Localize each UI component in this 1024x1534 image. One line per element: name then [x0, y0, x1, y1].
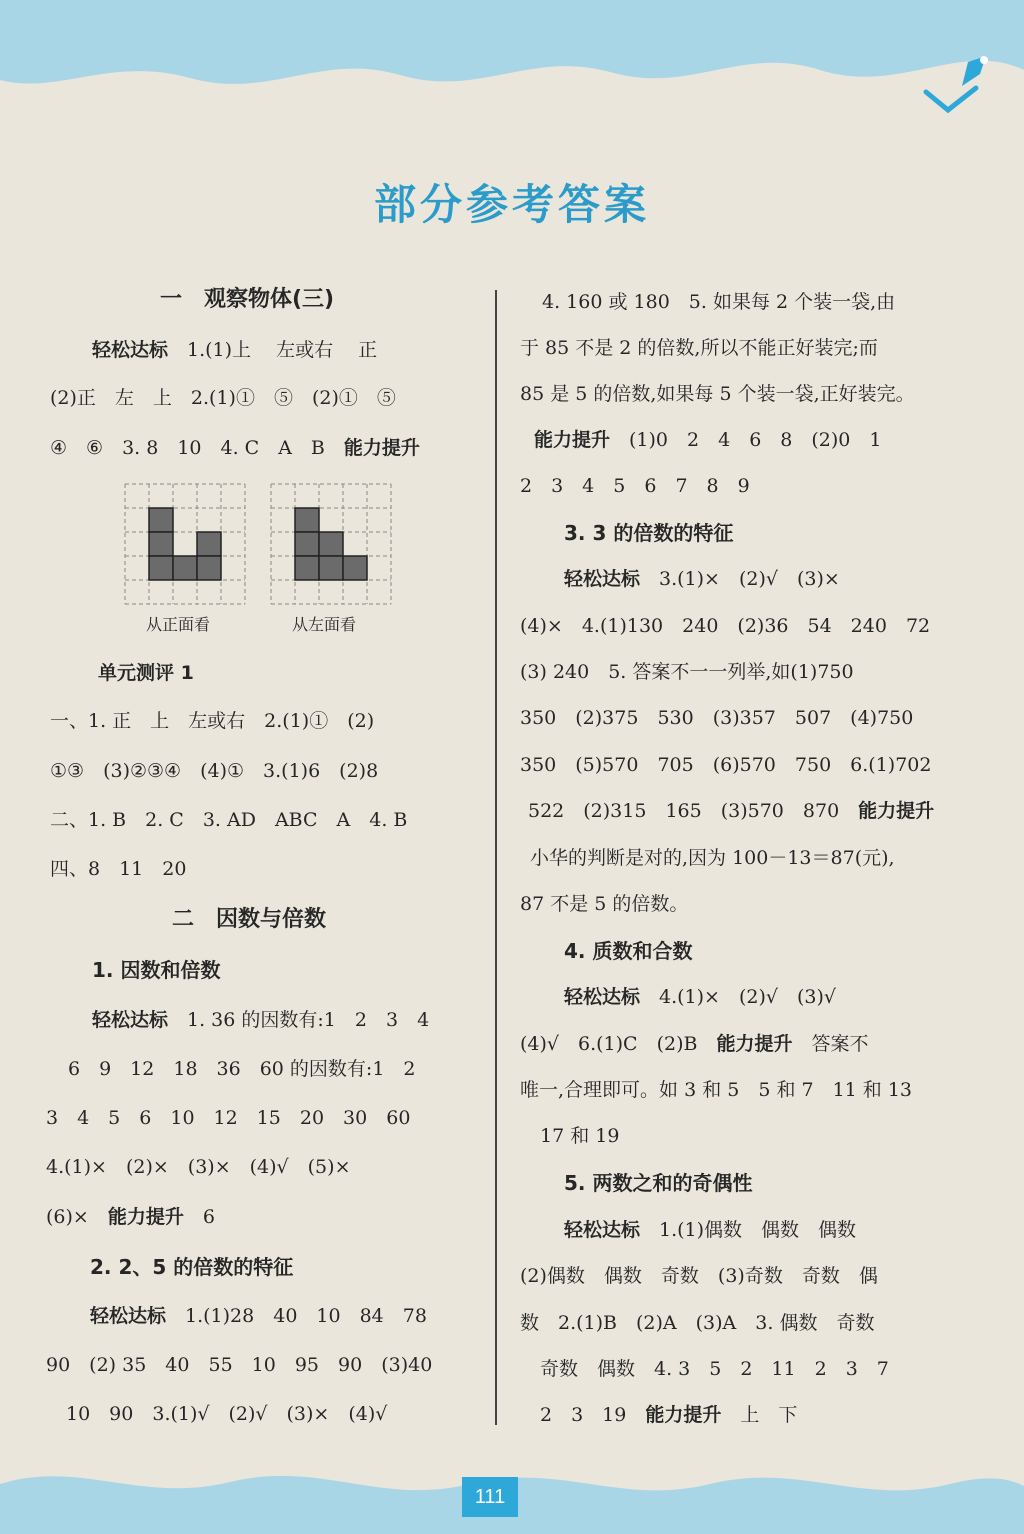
page-title: 部分参考答案 — [373, 180, 650, 229]
filled-square — [319, 532, 343, 556]
right-line-11: 522 (2)315 165 (3)570 870 能力提升 — [528, 800, 935, 822]
right-line-7: (4)× 4.(1)130 240 (2)36 54 240 72 — [520, 615, 931, 637]
section-label: 能力提升 — [645, 1404, 722, 1426]
figure-caption: 从左面看 — [292, 615, 357, 634]
filled-square — [173, 556, 197, 580]
section-label: 能力提升 — [716, 1033, 793, 1055]
left-line-2: (2)正 左 上 2.(1)① ⑤ (2)① ⑤ — [50, 387, 396, 409]
filled-square — [295, 532, 319, 556]
left-line-19: 10 90 3.(1)√ (2)√ (3)× (4)√ — [66, 1403, 388, 1425]
section-label: 能力提升 — [858, 800, 935, 822]
right-line-12: 小华的判断是对的,因为 100－13＝87(元), — [530, 847, 895, 869]
right-line-15: 轻松达标 4.(1)× (2)√ (3)√ — [564, 986, 837, 1008]
left-line-3: ④ ⑥ 3. 8 10 4. C A B 能力提升 — [50, 437, 420, 459]
left-line-15: (6)× 能力提升 6 — [46, 1206, 215, 1228]
right-line-19: 5. 两数之和的奇偶性 — [564, 1171, 753, 1195]
right-line-10: 350 (5)570 705 (6)570 750 6.(1)702 — [520, 754, 932, 776]
left-line-7: 二、1. B 2. C 3. AD ABC A 4. B — [50, 809, 408, 831]
left-line-8: 四、8 11 20 — [50, 858, 187, 880]
left-line-14: 4.(1)× (2)× (3)× (4)√ (5)× — [46, 1156, 351, 1178]
pen-book-icon — [918, 52, 998, 122]
right-line-24: 2 3 19 能力提升 上 下 — [540, 1404, 798, 1426]
section-label: 轻松达标 — [90, 1305, 167, 1327]
filled-square — [149, 508, 173, 532]
grid-figure-2 — [270, 483, 392, 605]
right-line-2: 85 是 5 的倍数,如果每 5 个装一袋,正好装完。 — [520, 383, 915, 405]
filled-square — [149, 556, 173, 580]
left-line-0: 一 观察物体(三) — [160, 287, 335, 312]
section-label: 轻松达标 — [92, 1009, 169, 1031]
right-line-6: 轻松达标 3.(1)× (2)√ (3)× — [564, 568, 840, 590]
grid-figure-1 — [124, 483, 246, 605]
right-line-21: (2)偶数 偶数 奇数 (3)奇数 奇数 偶 — [520, 1265, 878, 1287]
right-line-16: (4)√ 6.(1)C (2)B 能力提升 答案不 — [520, 1033, 869, 1055]
filled-square — [343, 556, 367, 580]
section-label: 轻松达标 — [564, 568, 641, 590]
section-label: 轻松达标 — [564, 986, 641, 1008]
filled-square — [197, 532, 221, 556]
section-label: 轻松达标 — [92, 339, 169, 361]
left-line-9: 二 因数与倍数 — [172, 907, 327, 932]
right-line-3: 能力提升 (1)0 2 4 6 8 (2)0 1 — [534, 429, 882, 451]
right-line-23: 奇数 偶数 4. 3 5 2 11 2 3 7 — [540, 1358, 889, 1380]
filled-square — [295, 556, 319, 580]
right-line-13: 87 不是 5 的倍数。 — [520, 893, 689, 915]
left-line-13: 3 4 5 6 10 12 15 20 30 60 — [46, 1107, 411, 1129]
right-line-9: 350 (2)375 530 (3)357 507 (4)750 — [520, 707, 914, 729]
page-number: 111 — [462, 1477, 518, 1517]
left-line-5: 一、1. 正 上 左或右 2.(1)① (2) — [50, 710, 375, 732]
top-wave-decoration — [0, 0, 1024, 110]
right-line-8: (3) 240 5. 答案不一一列举,如(1)750 — [520, 661, 854, 683]
right-line-18: 17 和 19 — [540, 1125, 620, 1147]
left-line-4: 单元测评 1 — [98, 662, 194, 684]
right-line-17: 唯一,合理即可。如 3 和 5 5 和 7 11 和 13 — [520, 1079, 913, 1101]
left-line-6: ①③ (3)②③④ (4)① 3.(1)6 (2)8 — [50, 760, 379, 782]
right-line-14: 4. 质数和合数 — [564, 939, 693, 963]
left-line-1: 轻松达标 1.(1)上 左或右 正 — [92, 339, 378, 361]
left-line-11: 轻松达标 1. 36 的因数有:1 2 3 4 — [92, 1009, 430, 1031]
right-line-22: 数 2.(1)B (2)A (3)A 3. 偶数 奇数 — [520, 1312, 875, 1334]
section-label: 能力提升 — [343, 437, 420, 459]
right-line-4: 2 3 4 5 6 7 8 9 — [520, 475, 750, 497]
left-line-16: 2. 2、5 的倍数的特征 — [90, 1255, 294, 1279]
filled-square — [197, 556, 221, 580]
right-line-20: 轻松达标 1.(1)偶数 偶数 偶数 — [564, 1219, 857, 1241]
filled-square — [149, 532, 173, 556]
left-line-10: 1. 因数和倍数 — [92, 958, 221, 982]
section-label: 能力提升 — [534, 429, 611, 451]
left-line-18: 90 (2) 35 40 55 10 95 90 (3)40 — [46, 1354, 433, 1376]
section-label: 轻松达标 — [564, 1219, 641, 1241]
filled-square — [295, 508, 319, 532]
right-line-5: 3. 3 的倍数的特征 — [564, 521, 734, 545]
filled-square — [319, 556, 343, 580]
figure-caption: 从正面看 — [146, 615, 211, 634]
section-label: 能力提升 — [107, 1206, 184, 1228]
right-line-1: 于 85 不是 2 的倍数,所以不能正好装完;而 — [520, 337, 878, 359]
left-line-17: 轻松达标 1.(1)28 40 10 84 78 — [90, 1305, 427, 1327]
column-divider — [495, 290, 497, 1425]
left-line-12: 6 9 12 18 36 60 的因数有:1 2 — [68, 1058, 416, 1080]
right-line-0: 4. 160 或 180 5. 如果每 2 个装一袋,由 — [542, 291, 896, 313]
